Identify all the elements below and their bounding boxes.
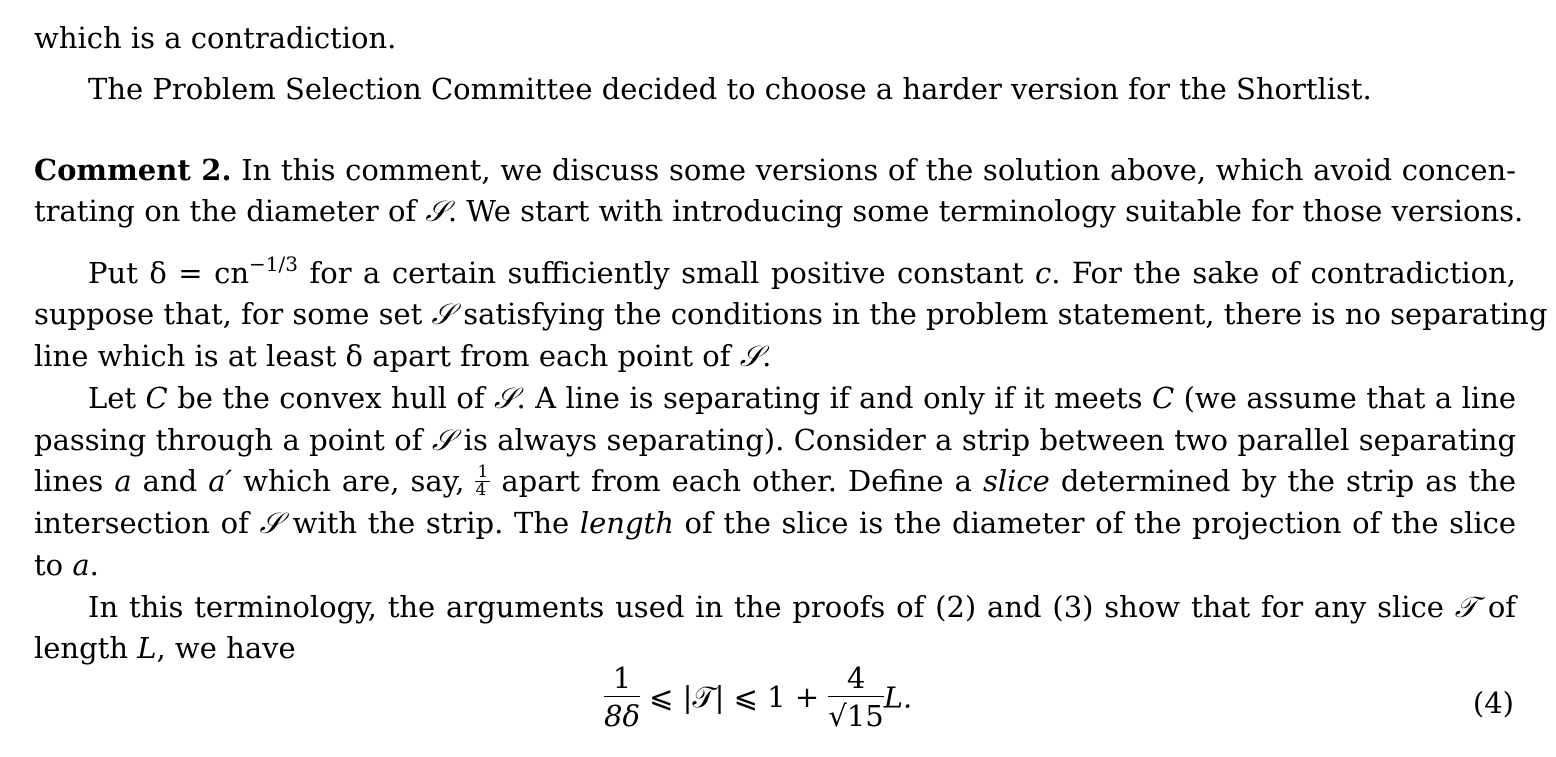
exponent: −1/3	[249, 252, 298, 276]
text-fragment: be the convex hull of	[177, 381, 485, 415]
text-fragment: .	[762, 339, 772, 373]
equation-tail: L.	[883, 680, 913, 715]
paragraph-line-4	[88, 380, 1516, 416]
text-fragment: of	[1487, 590, 1517, 624]
text-fragment: which are, say,	[243, 464, 465, 498]
text-fragment: lines	[34, 464, 104, 498]
fraction-denominator: 4	[475, 479, 487, 500]
text-fragment: Let	[88, 381, 137, 415]
text-fragment: (we assume that a line	[1183, 381, 1517, 415]
paragraph-line-5	[34, 422, 1516, 458]
paragraph-line-3	[34, 338, 1516, 374]
text-fragment: length	[34, 631, 129, 665]
text-fragment: In this terminology, the arguments used in the proofs of (2) and (3) show that for any slice	[88, 590, 1444, 624]
fraction-numerator: 1	[477, 461, 489, 482]
paragraph-line-9	[88, 589, 1516, 625]
text-fragment: The Problem Selection Committee decided to choose a harder version for the Shortlist.	[88, 72, 1372, 106]
math-symbol-C: C	[1151, 381, 1175, 415]
text-fragment: . For the sake of contradiction,	[1051, 256, 1517, 290]
math-symbol-a: a	[72, 548, 90, 582]
fraction-numerator: 1	[604, 660, 640, 697]
text-fragment: Put δ = cn	[88, 256, 250, 290]
text-fragment: .	[89, 548, 99, 582]
term-length: length	[579, 506, 674, 540]
comment-heading: Comment 2.	[34, 153, 232, 187]
text-fragment: . A line is separating if and only if it meets	[516, 381, 1143, 415]
math-symbol-S: 𝒮	[494, 381, 517, 415]
paragraph-line-6	[34, 463, 1516, 501]
math-symbol-a: a	[114, 464, 132, 498]
paragraph-line-8	[34, 547, 1516, 583]
equation-middle: ⩽ |𝒯| ⩽ 1 +	[649, 680, 820, 714]
text-fragment: which is a contradiction.	[34, 21, 397, 55]
math-symbol-C: C	[145, 381, 168, 415]
math-symbol-S: 𝒮	[431, 423, 455, 457]
text-fragment: apart from each other. Define a	[501, 464, 972, 498]
math-symbol-L: L	[137, 631, 157, 665]
text-fragment: of the slice is the diameter of the projection of the slice	[684, 506, 1517, 540]
equation-number: (4)	[1472, 686, 1514, 720]
text-fragment: trating on the diameter of	[34, 194, 417, 228]
text-fragment: suppose that, for some set	[34, 297, 423, 331]
math-symbol-S: 𝒮	[425, 194, 448, 228]
text-fragment: with the strip. The	[292, 506, 570, 540]
text-fragment: and	[142, 464, 198, 498]
fraction-one-quarter	[475, 461, 490, 500]
text-fragment: for a certain sufficiently small positive constant	[309, 256, 1024, 290]
paragraph-line-1	[88, 252, 1517, 291]
text-fragment: intersection of	[34, 506, 249, 540]
paragraph-line-7	[34, 505, 1516, 541]
text-fragment: In this comment, we discuss some versions of the solution above, which avoid concen-	[241, 153, 1516, 187]
fraction-denominator: √15	[828, 699, 884, 733]
math-symbol-a-prime: a′	[208, 464, 233, 498]
comment-2-line-2	[34, 193, 1524, 229]
text-fragment: is always separating). Consider a strip between two parallel separating	[463, 423, 1517, 457]
text-fragment: . We start with introducing some terminology suitable for those versions.	[447, 194, 1524, 228]
text-line-1	[34, 20, 1516, 56]
math-symbol-T: 𝒯	[1454, 590, 1477, 624]
math-symbol-c: c	[1035, 256, 1052, 290]
text-fragment: line which is at least δ apart from each point of	[34, 339, 731, 373]
term-slice: slice	[982, 464, 1050, 498]
display-equation-4	[604, 660, 912, 750]
text-fragment: satisfying the conditions in the problem statement, there is no separating	[463, 297, 1548, 331]
math-symbol-S: 𝒮	[431, 297, 454, 331]
comment-2-line-1	[34, 152, 1516, 188]
text-fragment: , we have	[156, 631, 296, 665]
text-fragment: passing through a point of	[34, 423, 423, 457]
fraction-denominator: 8δ	[604, 699, 640, 733]
math-symbol-S: 𝒮	[739, 339, 763, 373]
equation-lhs-fraction	[604, 660, 640, 735]
text-fragment: determined by the strip as the	[1060, 464, 1516, 498]
equation-rhs-fraction	[828, 660, 883, 735]
math-symbol-S: 𝒮	[259, 506, 282, 540]
paragraph-line-2	[34, 296, 1548, 332]
text-line-2	[88, 71, 1516, 107]
fraction-numerator: 4	[828, 660, 883, 697]
text-fragment: to	[34, 548, 64, 582]
